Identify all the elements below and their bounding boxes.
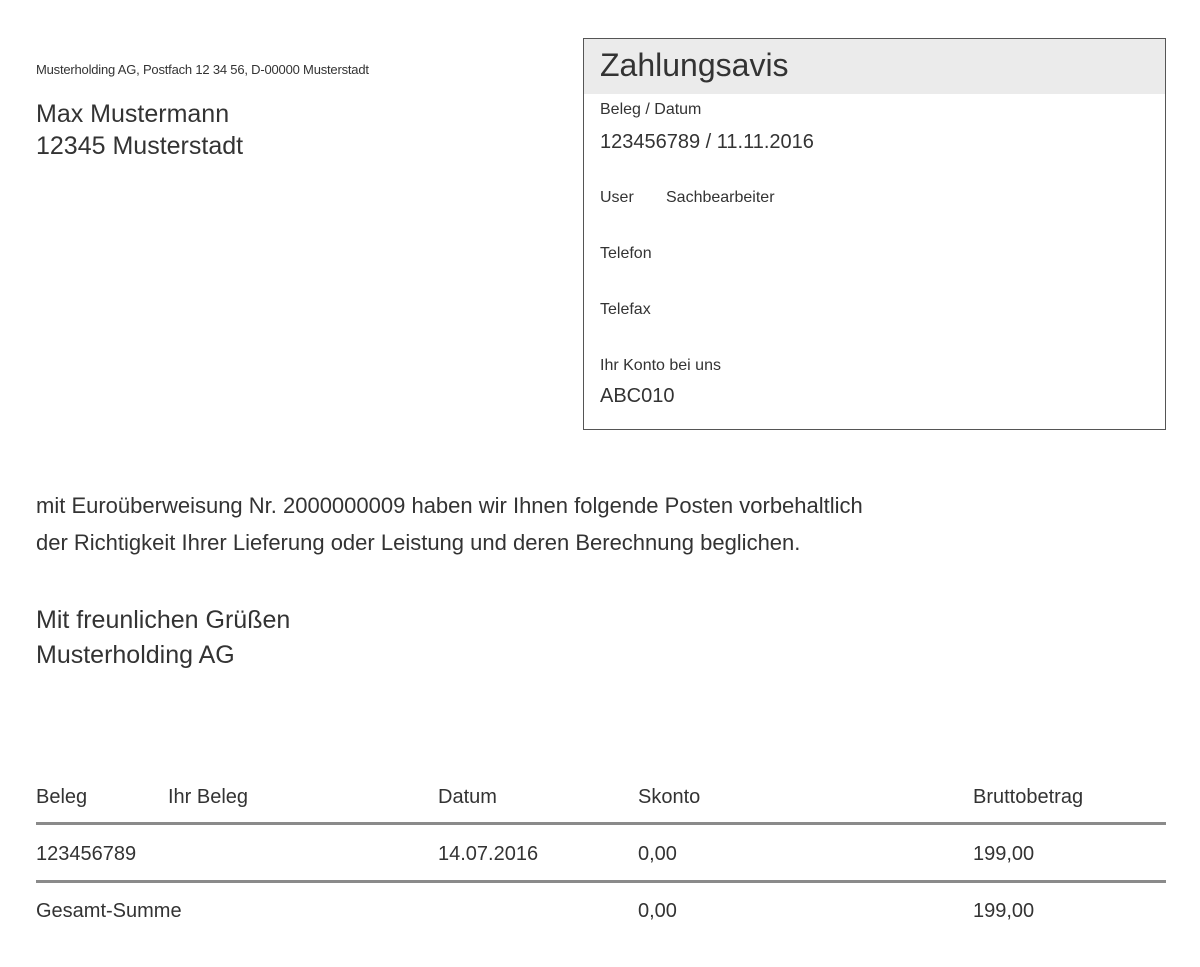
- payment-advice-title: Zahlungsavis: [584, 39, 1165, 94]
- recipient-city: 12345 Musterstadt: [36, 132, 244, 160]
- total-bruttobetrag: 199,00: [973, 900, 1035, 922]
- payment-advice-box: [583, 38, 1166, 430]
- row-bruttobetrag: 199,00: [973, 843, 1035, 865]
- telefon-label: Telefon: [600, 245, 652, 262]
- row-beleg: 123456789: [36, 843, 137, 865]
- total-label: Gesamt-Summe: [36, 900, 182, 922]
- beleg-datum-value: 123456789 / 11.11.2016: [600, 131, 814, 153]
- closing-company: Musterholding AG: [36, 641, 235, 669]
- row-skonto: 0,00: [638, 843, 677, 865]
- header-datum: Datum: [438, 786, 497, 808]
- letter-body: [36, 487, 863, 561]
- total-skonto: 0,00: [638, 900, 677, 922]
- header-divider: [36, 822, 1166, 825]
- header-bruttobetrag: Bruttobetrag: [973, 786, 1084, 808]
- beleg-datum-label: Beleg / Datum: [600, 101, 702, 118]
- telefax-label: Telefax: [600, 301, 651, 318]
- konto-value: ABC010: [600, 385, 675, 407]
- header-skonto: Skonto: [638, 786, 701, 808]
- header-beleg: Beleg: [36, 786, 88, 808]
- recipient-name: Max Mustermann: [36, 100, 230, 128]
- konto-label: Ihr Konto bei uns: [600, 357, 721, 374]
- user-label: User: [600, 189, 634, 206]
- row-datum: 14.07.2016: [438, 843, 539, 865]
- letter-body-line-1: mit Euroüberweisung Nr. 2000000009 haben wir Ihnen folgende Posten vorbehaltlich: [36, 493, 863, 518]
- user-value: Sachbearbeiter: [666, 189, 775, 206]
- recipient-address: [36, 98, 243, 162]
- header-ihr-beleg: Ihr Beleg: [168, 786, 249, 808]
- letter-body-line-2: der Richtigkeit Ihrer Lieferung oder Leistung und deren Berechnung beglichen.: [36, 530, 801, 555]
- closing-greeting: Mit freunlichen Grüßen: [36, 606, 291, 634]
- sender-address-line: Musterholding AG, Postfach 12 34 56, D-00000 Musterstadt: [36, 62, 369, 77]
- total-divider: [36, 880, 1166, 883]
- letter-closing: [36, 603, 290, 673]
